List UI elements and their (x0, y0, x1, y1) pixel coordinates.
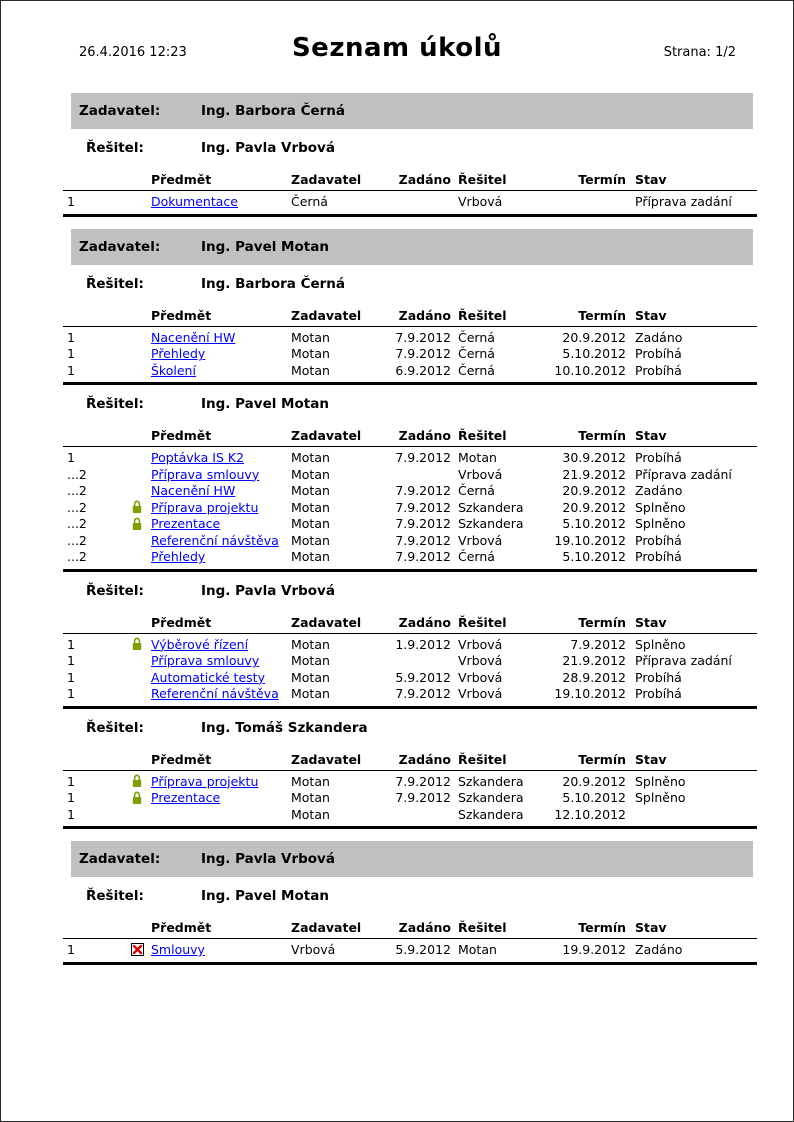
task-assigner: Motan (291, 466, 330, 482)
task-solver: Szkandera (458, 773, 524, 789)
task-level: 1 (67, 773, 75, 789)
task-status: Příprava zadání (635, 466, 732, 482)
page-number: Strana: 1/2 (663, 45, 736, 60)
task-assigned-date: 7.9.2012 (395, 686, 451, 702)
task-solver: Szkandera (458, 516, 524, 532)
task-icon-slot (131, 943, 151, 956)
task-deadline: 19.10.2012 (554, 686, 626, 702)
solver-section (1, 140, 793, 217)
assigner-name: Ing. Pavel Motan (201, 238, 329, 255)
task-deadline: 20.9.2012 (562, 483, 626, 499)
assigner-name: Ing. Barbora Černá (201, 103, 346, 119)
assigner-group (1, 93, 793, 217)
solver-heading (86, 583, 793, 599)
solver-name: Ing. Tomáš Szkandera (201, 719, 368, 736)
col-header-solver: Řešitel (458, 614, 507, 630)
assigner-name: Ing. Pavla Vrbová (201, 851, 335, 867)
lock-icon (131, 637, 143, 651)
col-header-deadline: Termín (578, 172, 626, 187)
assigner-label: Zadavatel: (79, 851, 161, 867)
col-header-spacer (63, 172, 131, 187)
col-header-deadline: Termín (578, 614, 626, 630)
col-header-assigner: Zadavatel (291, 751, 362, 767)
task-table (63, 752, 757, 830)
task-status: Splněno (635, 636, 686, 652)
task-assigner: Motan (291, 516, 330, 532)
task-level: 1 (67, 346, 75, 362)
task-status: Probíhá (635, 686, 682, 702)
task-link[interactable]: Příprava smlouvy (151, 653, 260, 669)
task-level: 1 (67, 686, 75, 702)
task-level: 1 (67, 790, 75, 806)
table-header-row (63, 752, 757, 771)
col-header-status: Stav (635, 920, 667, 935)
task-deadline: 20.9.2012 (562, 499, 626, 515)
task-status: Splněno (635, 790, 686, 806)
task-status: Splněno (635, 516, 686, 532)
col-header-spacer (63, 752, 131, 767)
col-header-status: Stav (635, 751, 667, 767)
task-assigner: Motan (291, 499, 330, 515)
task-assigner: Vrbová (291, 942, 336, 958)
task-status: Příprava zadání (635, 194, 732, 210)
solver-heading (86, 140, 793, 156)
col-header-solver: Řešitel (458, 751, 507, 767)
task-assigned-date: 7.9.2012 (395, 516, 451, 532)
task-row (63, 806, 757, 823)
task-solver: Motan (458, 450, 497, 466)
assigner-group (1, 229, 793, 830)
col-header-subject: Předmět (151, 751, 212, 767)
col-header-subject: Předmět (151, 428, 212, 443)
task-deadline: 7.9.2012 (570, 636, 626, 652)
task-level: 1 (67, 450, 75, 466)
col-header-assigned: Zadáno (398, 172, 451, 187)
task-level: 1 (67, 636, 75, 652)
task-deadline: 5.10.2012 (562, 549, 626, 565)
col-header-spacer (63, 920, 131, 935)
lock-icon (131, 500, 143, 514)
col-header-status: Stav (635, 307, 667, 323)
task-solver: Vrbová (458, 532, 503, 548)
task-link[interactable]: Přehledy (151, 346, 206, 362)
solver-label: Řešitel: (86, 888, 144, 904)
task-solver: Černá (458, 362, 495, 378)
task-deadline: 28.9.2012 (562, 669, 626, 685)
task-status: Probíhá (635, 669, 682, 685)
task-status: Probíhá (635, 532, 682, 548)
solver-name: Ing. Pavel Motan (201, 888, 329, 904)
report-datetime: 26.4.2016 12:23 (79, 45, 187, 60)
deleted-task-icon (131, 943, 144, 956)
col-header-status: Stav (635, 614, 667, 630)
task-assigned-date: 5.9.2012 (395, 669, 451, 685)
col-header-status: Stav (635, 172, 667, 187)
task-link[interactable]: Školení (151, 362, 196, 378)
task-level: ...2 (67, 499, 87, 515)
col-header-solver: Řešitel (458, 172, 507, 187)
task-solver: Vrbová (458, 653, 503, 669)
task-solver: Černá (458, 346, 495, 362)
task-solver: Motan (458, 942, 497, 958)
task-level: ...2 (67, 466, 87, 482)
task-table (63, 615, 757, 709)
task-assigner: Motan (291, 346, 330, 362)
solver-section (1, 583, 793, 709)
task-level: ...2 (67, 532, 87, 548)
task-assigner: Motan (291, 653, 330, 669)
page-title: Seznam úkolů (291, 33, 503, 63)
task-deadline: 5.10.2012 (562, 346, 626, 362)
task-icon-slot (131, 791, 151, 805)
task-assigner: Motan (291, 669, 330, 685)
table-header-row (63, 172, 757, 191)
assigner-group-bar (71, 229, 753, 265)
task-row (63, 773, 757, 790)
task-table (63, 308, 757, 386)
task-assigner: Motan (291, 806, 330, 822)
task-row (63, 466, 757, 483)
task-level: ...2 (67, 516, 87, 532)
task-deadline: 30.9.2012 (562, 450, 626, 466)
col-header-subject: Předmět (151, 614, 212, 630)
col-header-assigner: Zadavatel (291, 172, 362, 187)
task-deadline: 21.9.2012 (562, 653, 626, 669)
task-link[interactable]: Nacenění HW (151, 483, 236, 499)
solver-section (1, 888, 793, 965)
task-solver: Černá (458, 329, 495, 345)
assigner-label: Zadavatel: (79, 238, 161, 255)
task-assigner: Motan (291, 362, 330, 378)
task-assigned-date: 7.9.2012 (395, 499, 451, 515)
table-header-row (63, 428, 757, 447)
col-header-subject: Předmět (151, 307, 212, 323)
task-assigner: Motan (291, 549, 330, 565)
solver-name: Ing. Barbora Černá (201, 275, 346, 292)
task-assigner: Motan (291, 790, 330, 806)
task-link[interactable]: Referenční návštěva (151, 686, 279, 702)
task-row (63, 669, 757, 686)
task-status: Splněno (635, 499, 686, 515)
task-assigner: Motan (291, 686, 330, 702)
col-header-solver: Řešitel (458, 920, 507, 935)
task-solver: Vrbová (458, 636, 503, 652)
col-header-status: Stav (635, 428, 667, 443)
task-assigner: Motan (291, 532, 330, 548)
task-level: 1 (67, 653, 75, 669)
task-assigned-date: 7.9.2012 (395, 450, 451, 466)
task-assigned-date: 7.9.2012 (395, 532, 451, 548)
task-assigned-date: 7.9.2012 (395, 790, 451, 806)
task-solver: Szkandera (458, 806, 524, 822)
task-status: Splněno (635, 773, 686, 789)
task-assigner: Motan (291, 329, 330, 345)
task-deadline: 20.9.2012 (562, 773, 626, 789)
assigner-label: Zadavatel: (79, 103, 161, 119)
task-solver: Vrbová (458, 194, 503, 210)
task-assigned-date: 7.9.2012 (395, 483, 451, 499)
col-header-deadline: Termín (578, 307, 626, 323)
task-status: Probíhá (635, 549, 682, 565)
task-deadline: 5.10.2012 (562, 516, 626, 532)
task-deadline: 19.9.2012 (562, 942, 626, 958)
task-row (63, 636, 757, 653)
task-assigned-date: 6.9.2012 (395, 362, 451, 378)
report-body (1, 81, 793, 973)
col-header-assigned: Zadáno (398, 920, 451, 935)
task-assigner: Motan (291, 450, 330, 466)
col-header-assigner: Zadavatel (291, 920, 362, 935)
task-icon-slot (131, 517, 151, 531)
task-row (63, 193, 757, 210)
task-solver: Vrbová (458, 669, 503, 685)
task-link[interactable]: Nacenění HW (151, 329, 236, 345)
task-status: Zadáno (635, 483, 683, 499)
task-assigned-date: 7.9.2012 (395, 549, 451, 565)
table-header-row (63, 615, 757, 634)
solver-name: Ing. Pavel Motan (201, 396, 329, 412)
task-link[interactable]: Poptávka IS K2 (151, 450, 245, 466)
table-header-row (63, 308, 757, 327)
task-level: 1 (67, 806, 75, 822)
task-status: Příprava zadání (635, 653, 732, 669)
task-icon-slot (131, 637, 151, 651)
task-row (63, 652, 757, 669)
task-deadline: 21.9.2012 (562, 466, 626, 482)
task-assigner: Motan (291, 773, 330, 789)
col-header-spacer (63, 308, 131, 323)
task-solver: Szkandera (458, 499, 524, 515)
task-assigned-date: 7.9.2012 (395, 773, 451, 789)
task-assigned-date: 1.9.2012 (395, 636, 451, 652)
task-table (63, 428, 757, 572)
task-assigned-date: 7.9.2012 (395, 329, 451, 345)
task-deadline: 19.10.2012 (554, 532, 626, 548)
solver-section (1, 396, 793, 572)
task-link[interactable]: Dokumentace (151, 194, 238, 210)
table-header-row (63, 920, 757, 939)
task-level: ...2 (67, 483, 87, 499)
col-header-deadline: Termín (578, 751, 626, 767)
task-row (63, 499, 757, 516)
assigner-group-bar (71, 93, 753, 129)
task-link[interactable]: Referenční návštěva (151, 532, 279, 548)
task-solver: Černá (458, 549, 495, 565)
solver-label: Řešitel: (86, 582, 144, 599)
task-assigner: Motan (291, 483, 330, 499)
task-row (63, 532, 757, 549)
task-link[interactable]: Smlouvy (151, 942, 205, 958)
task-row (63, 548, 757, 565)
col-header-spacer (63, 428, 131, 443)
task-table (63, 920, 757, 965)
solver-section (1, 276, 793, 386)
task-row (63, 515, 757, 532)
task-deadline: 12.10.2012 (554, 806, 626, 822)
task-row (63, 362, 757, 379)
solver-label: Řešitel: (86, 719, 144, 736)
task-solver: Szkandera (458, 790, 524, 806)
task-assigned-date: 5.9.2012 (395, 942, 451, 958)
col-header-subject: Předmět (151, 172, 212, 187)
task-link[interactable]: Prezentace (151, 790, 221, 806)
task-status: Probíhá (635, 450, 682, 466)
solver-label: Řešitel: (86, 140, 144, 156)
task-solver: Vrbová (458, 686, 503, 702)
solver-section (1, 720, 793, 830)
task-level: 1 (67, 942, 75, 958)
task-level: 1 (67, 669, 75, 685)
task-status: Probíhá (635, 346, 682, 362)
col-header-solver: Řešitel (458, 428, 507, 443)
task-table (63, 172, 757, 217)
assigner-group (1, 841, 793, 965)
solver-name: Ing. Pavla Vrbová (201, 140, 335, 156)
solver-label: Řešitel: (86, 275, 144, 292)
task-assigned-date: 7.9.2012 (395, 346, 451, 362)
lock-icon (131, 774, 143, 788)
col-header-assigner: Zadavatel (291, 307, 362, 323)
task-row (63, 941, 757, 958)
col-header-assigned: Zadáno (398, 307, 451, 323)
col-header-subject: Předmět (151, 920, 212, 935)
task-icon-slot (131, 774, 151, 788)
col-header-assigner: Zadavatel (291, 614, 362, 630)
col-header-assigner: Zadavatel (291, 428, 362, 443)
lock-icon (131, 791, 143, 805)
task-status: Zadáno (635, 329, 683, 345)
task-level: 1 (67, 194, 75, 210)
solver-name: Ing. Pavla Vrbová (201, 582, 335, 599)
task-level: 1 (67, 362, 75, 378)
col-header-spacer (63, 615, 131, 630)
task-deadline: 5.10.2012 (562, 790, 626, 806)
task-deadline: 10.10.2012 (554, 362, 626, 378)
task-row (63, 329, 757, 346)
col-header-deadline: Termín (578, 920, 626, 935)
task-level: 1 (67, 329, 75, 345)
task-link[interactable]: Příprava smlouvy (151, 466, 260, 482)
task-link[interactable]: Příprava projektu (151, 773, 259, 789)
task-icon-slot (131, 500, 151, 514)
task-assigner: Černá (291, 194, 328, 210)
task-link[interactable]: Příprava projektu (151, 499, 259, 515)
solver-heading (86, 396, 793, 412)
solver-heading (86, 888, 793, 904)
task-status: Zadáno (635, 942, 683, 958)
col-header-assigned: Zadáno (398, 428, 451, 443)
lock-icon (131, 517, 143, 531)
task-row (63, 345, 757, 362)
task-status: Probíhá (635, 362, 682, 378)
task-row (63, 685, 757, 702)
col-header-assigned: Zadáno (398, 614, 451, 630)
solver-label: Řešitel: (86, 396, 144, 412)
task-row (63, 789, 757, 806)
col-header-deadline: Termín (578, 428, 626, 443)
task-link[interactable]: Výběrové řízení (151, 636, 249, 652)
task-row (63, 449, 757, 466)
col-header-solver: Řešitel (458, 307, 507, 323)
task-solver: Vrbová (458, 466, 503, 482)
task-link[interactable]: Přehledy (151, 549, 206, 565)
assigner-group-bar (71, 841, 753, 877)
solver-heading (86, 276, 793, 292)
task-link[interactable]: Automatické testy (151, 669, 265, 685)
task-solver: Černá (458, 483, 495, 499)
task-link[interactable]: Prezentace (151, 516, 221, 532)
task-assigner: Motan (291, 636, 330, 652)
task-level: ...2 (67, 549, 87, 565)
task-row (63, 482, 757, 499)
col-header-assigned: Zadáno (398, 751, 451, 767)
task-deadline: 20.9.2012 (562, 329, 626, 345)
solver-heading (86, 720, 793, 736)
